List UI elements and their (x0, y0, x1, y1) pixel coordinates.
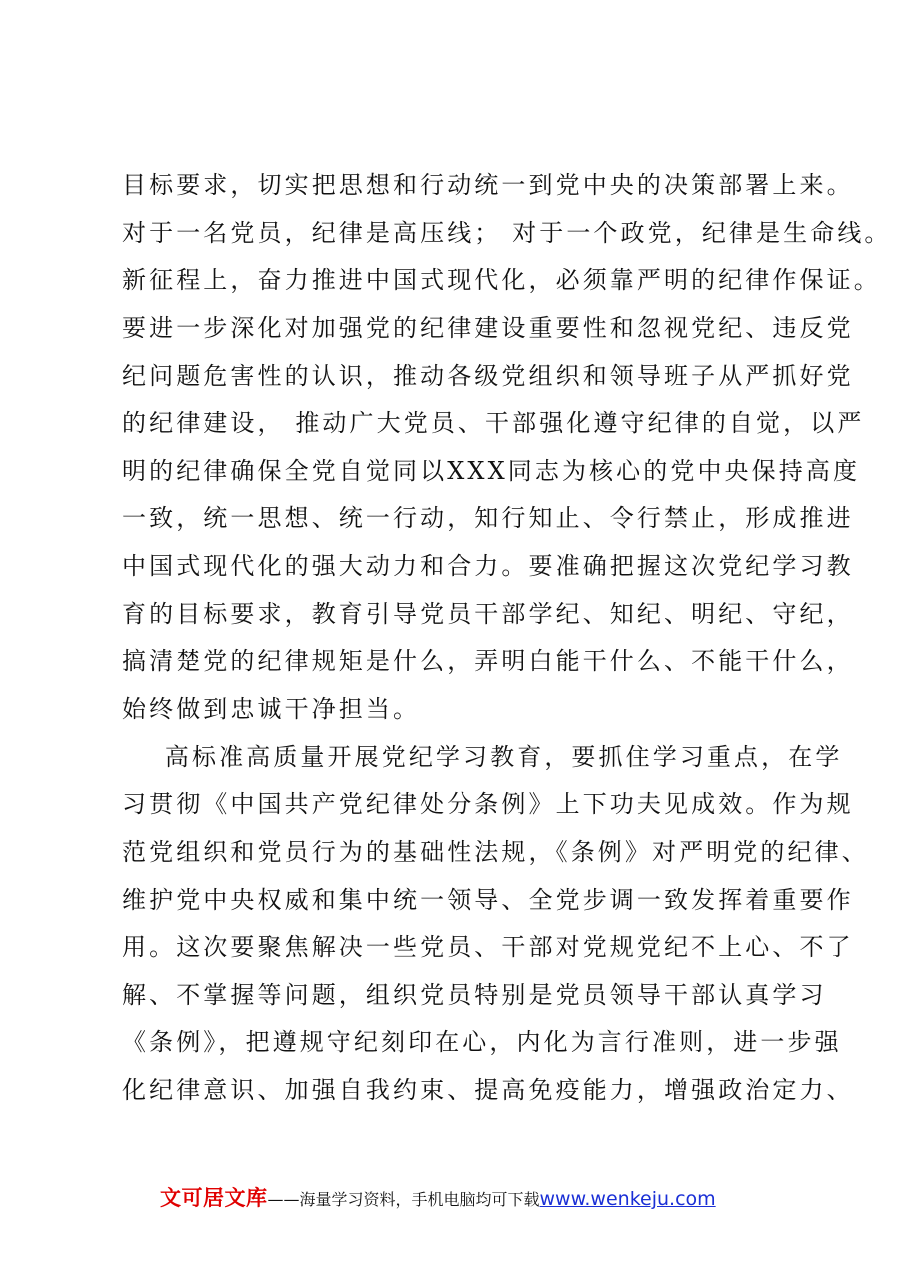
website-link[interactable]: www.wenkeju.com (539, 1188, 716, 1210)
text-line: 解、不掌握等问题，组织党员特别是党员领导干部认真学习 (122, 981, 827, 1009)
text-line: 对于一名党员，纪律是高压线； 对于一个政党，纪律是生命线。 (122, 219, 892, 247)
text-line: 始终做到忠诚干净担当。 (122, 695, 421, 723)
text-line: 纪问题危害性的认识，推动各级党组织和领导班子从严抓好党 (122, 362, 854, 390)
text-line: 目标要求，切实把思想和行动统一到党中央的决策部署上来。 (122, 171, 854, 199)
text-line: 《条例》，把遵规守纪刻印在心，内化为言行准则，进一步强 (122, 1028, 842, 1056)
text-line: 高标准高质量开展党纪学习教育，要抓住学习重点，在学 (122, 743, 843, 771)
text-line: 要进一步深化对加强党的纪律建设重要性和忽视党纪、违反党 (122, 314, 854, 342)
text-line: 的纪律建设， 推动广大党员、干部强化遵守纪律的自觉，以严 (122, 409, 865, 437)
footer-banner (160, 1182, 716, 1212)
footer-tagline: ——海量学习资料，手机电脑均可下载 (267, 1190, 540, 1209)
text-line: 育的目标要求，教育引导党员干部学纪、知纪、明纪、守纪， (122, 600, 854, 628)
brand-name: 文可居文库 (160, 1186, 268, 1210)
text-line: 化纪律意识、加强自我约束、提高免疫能力，增强政治定力、 (122, 1076, 854, 1104)
text-line: 明的纪律确保全党自觉同以XXX同志为核心的党中央保持高度 (122, 457, 861, 485)
text-line: 新征程上，奋力推进中国式现代化，必须靠严明的纪律作保证。 (122, 266, 881, 294)
text-line: 一致，统一思想、统一行动，知行知止、令行禁止，形成推进 (122, 504, 854, 532)
text-line: 中国式现代化的强大动力和合力。要准确把握这次党纪学习教 (122, 552, 854, 580)
text-line: 范党组织和党员行为的基础性法规，《条例》对严明党的纪律、 (122, 838, 869, 866)
text-line: 用。这次要聚焦解决一些党员、干部对党规党纪不上心、不了 (122, 933, 854, 961)
text-line: 习贯彻《中国共产党纪律处分条例》上下功夫见成效。作为规 (122, 790, 854, 818)
text-line: 搞清楚党的纪律规矩是什么，弄明白能干什么、不能干什么， (122, 647, 854, 675)
text-line: 维护党中央权威和集中统一领导、全党步调一致发挥着重要作 (122, 886, 854, 914)
